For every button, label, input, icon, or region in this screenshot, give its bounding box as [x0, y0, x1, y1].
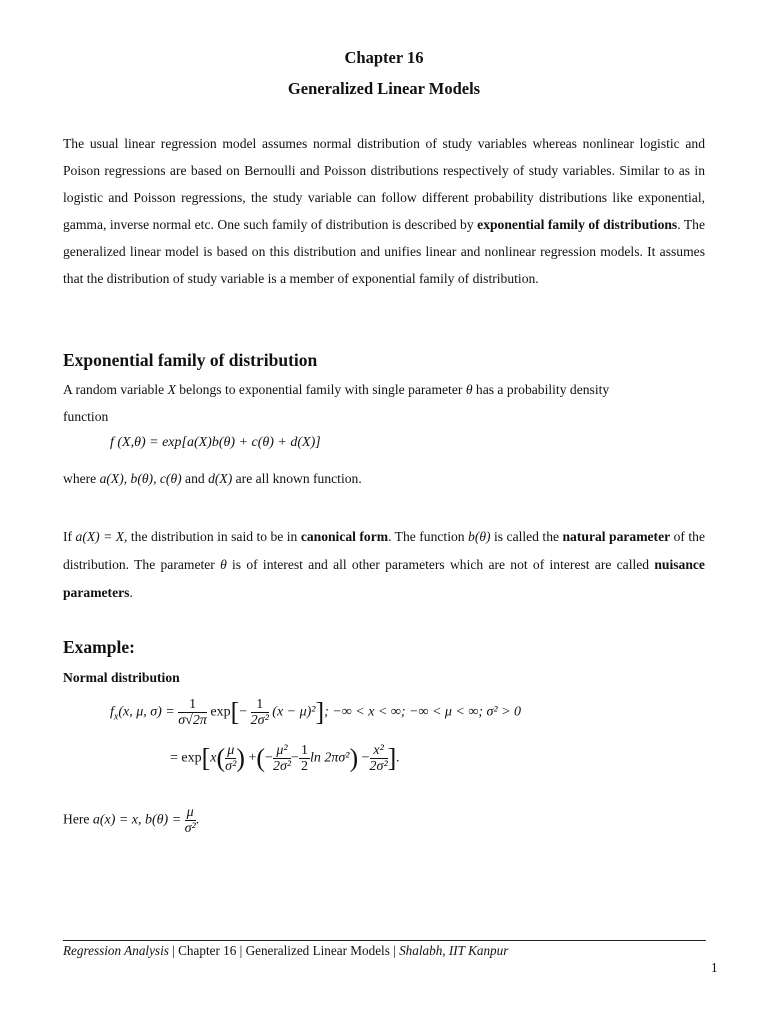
eq1-num2: 1: [251, 697, 269, 713]
eq2-num-mu2: μ²: [273, 743, 291, 759]
footer-book: Regression Analysis: [63, 943, 169, 958]
eq2-open-paren-2: (: [256, 743, 266, 773]
exponential-family-equation: f (X,θ) = exp[a(X)b(θ) + c(θ) + d(X)]: [110, 435, 321, 450]
footer-sep-3: |: [389, 943, 400, 958]
natural-term: natural: [562, 529, 606, 544]
section1-line1: [63, 382, 609, 398]
parameter-term: parameter: [609, 529, 671, 544]
here-text: Here: [63, 811, 93, 827]
eq2-close-paren-2: ): [349, 743, 359, 773]
eq1-subscript: x: [113, 711, 119, 723]
where-end: are all known function.: [232, 471, 362, 486]
eq2-minus: −: [265, 750, 273, 766]
canonical-if: If: [63, 529, 76, 544]
eq1-rest: (x − μ)²: [272, 704, 316, 720]
eq2-minus3: −: [361, 750, 370, 766]
eq2-den-x2: 2σ²: [369, 759, 388, 774]
where-text: where: [63, 471, 100, 486]
canonical-text-5: is of interest and all other parameters which are not of: [226, 557, 545, 572]
section1-line2: function: [63, 409, 109, 424]
footer-chapter: Chapter 16: [178, 943, 237, 958]
footer-sep-1: |: [168, 943, 179, 958]
eq2-den-2s: 2σ²: [272, 759, 292, 774]
footer-author: Shalabh, IIT Kanpur: [399, 943, 509, 958]
eq1-den2: 2σ²: [250, 713, 269, 728]
here-period: .: [195, 811, 200, 827]
eq1-f: f: [110, 704, 114, 720]
eq1-right-bracket: ]: [315, 697, 325, 727]
eq2-right-bracket: ]: [387, 743, 397, 773]
eq1-left-bracket: [: [230, 697, 240, 727]
eq2-frac-mu-sigma: [225, 743, 236, 774]
eq2-den-sigma: σ²: [225, 759, 237, 774]
intro-paragraph: [63, 130, 705, 292]
normal-density-equation: [110, 697, 521, 728]
canonical-text-6: interest are called: [549, 557, 655, 572]
canonical-condition: a(X) = X,: [75, 529, 128, 544]
where-line: [63, 471, 362, 487]
eq2-x: x: [210, 750, 217, 766]
section1-line1-a: A random variable: [63, 382, 168, 397]
eq1-conditions: ; −∞ < x < ∞; −∞ < μ < ∞; σ² > 0: [324, 704, 522, 720]
canonical-form-term: canonical form: [300, 529, 389, 544]
here-den: σ²: [184, 821, 196, 836]
canonical-paragraph: [63, 523, 705, 607]
eq2-left-bracket: [: [201, 743, 211, 773]
canonical-text-7: .: [129, 585, 133, 600]
section1-line1-b: belongs to exponential family with single parameter: [175, 382, 466, 397]
canonical-text-4: of the distribution. The parameter: [63, 529, 705, 572]
intro-text-2: . The generalized linear model is based on this distribution and unifies linear and nonlinear regression models. It assumes that the distribution of study variable is a member of exponential family of distribution.: [63, 217, 705, 286]
eq1-num1: 1: [178, 697, 207, 713]
normal-distribution-subheading: Normal distribution: [63, 670, 180, 685]
eq2-num-x2: x²: [370, 743, 388, 759]
section1-theta: θ: [465, 382, 473, 397]
eq1-fraction-2: [251, 697, 269, 728]
eq2-frac-mu2: [273, 743, 291, 774]
where-and: and: [181, 471, 209, 486]
canonical-theta: θ: [220, 557, 227, 572]
eq1-minus: −: [239, 704, 248, 720]
here-fraction: [185, 805, 196, 836]
chapter-title: Generalized Linear Models: [287, 79, 481, 98]
eq2-frac-x2: [370, 743, 388, 774]
intro-text-1: The usual linear regression model assumes normal distribution of study variables whereas nonlinear logistic and Poison regressions are based on Bernoulli and Poisson distributions respectively of study variables. Similar to as in logistic and Poisson regressions, the study variable can follow different probability distributions like exponential, gamma, inverse normal etc. One such family of distribution is described by: [63, 136, 705, 232]
section-heading-exponential-family: Exponential family of distribution: [63, 350, 318, 370]
canonical-b-theta: b(θ): [468, 529, 491, 544]
footer-title: Generalized Linear Models: [245, 943, 390, 958]
eq2-close-paren-1: ): [236, 743, 245, 773]
eq2-den-half: 2: [300, 759, 308, 774]
chapter-number: Chapter 16: [344, 48, 424, 67]
intro-bold-term: exponential family of distributions: [477, 217, 678, 232]
eq1-den1: σ√2π: [178, 713, 207, 728]
eq2-exp: = exp: [170, 750, 202, 766]
normal-expanded-equation: [170, 743, 400, 774]
nuisance-parameters-term: nuisance parameters: [63, 557, 705, 600]
eq2-frac-half: [299, 743, 310, 774]
canonical-text-3: is called the: [490, 529, 563, 544]
where-d: d(X): [208, 471, 233, 486]
eq1-args: (x, μ, σ) =: [118, 704, 175, 720]
example-heading: Example:: [63, 637, 135, 657]
eq1-fraction-1: [178, 697, 207, 728]
footer-sep-2: |: [236, 943, 246, 958]
eq1-exp: exp: [210, 704, 231, 720]
canonical-text-2: . The function: [388, 529, 469, 544]
here-line: [63, 805, 199, 836]
eq2-period: .: [396, 750, 400, 766]
footer-rule: [63, 940, 706, 941]
eq2-plus: +: [248, 750, 257, 766]
here-equation: a(x) = x, b(θ) =: [92, 812, 182, 828]
eq2-num-mu: μ: [225, 743, 236, 759]
eq2-open-paren-1: (: [216, 743, 226, 773]
where-functions: a(X), b(θ), c(θ): [99, 471, 182, 486]
page-number: 1: [711, 960, 718, 975]
eq2-minus2: −: [291, 750, 299, 766]
eq2-ln: ln 2πσ²: [309, 750, 350, 766]
section1-var-x: X: [167, 382, 176, 397]
section1-line1-c: has a probability density: [472, 382, 610, 397]
canonical-text-1: the distribution in said to be in: [127, 529, 301, 544]
here-num: μ: [185, 805, 196, 821]
eq2-num-half: 1: [300, 743, 308, 758]
page-footer: [63, 943, 508, 959]
